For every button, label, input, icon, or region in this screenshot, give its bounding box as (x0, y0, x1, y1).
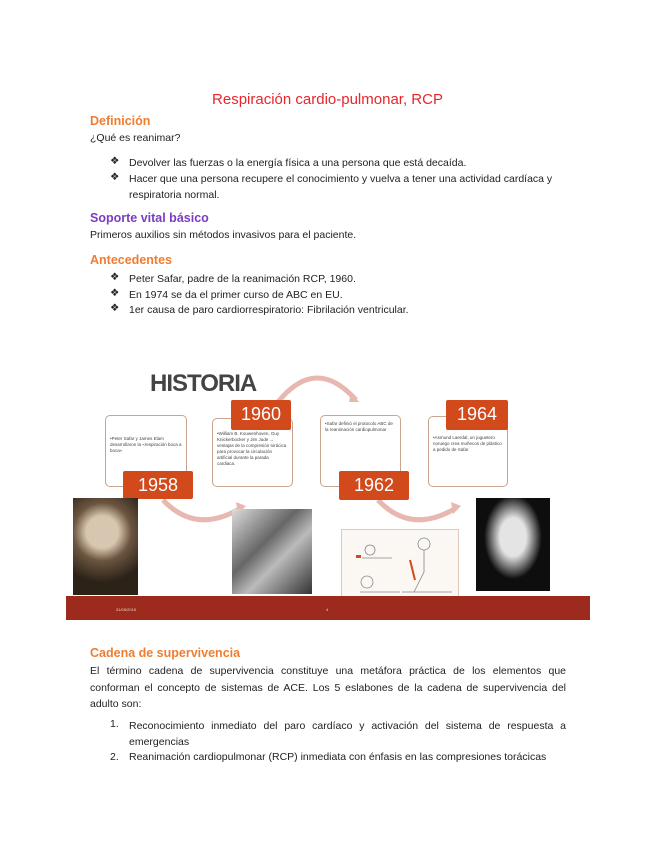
event-box-1962: •Safar definió el protocolo ABC de la reanimación cardiopulmonar (320, 415, 401, 487)
bullet-icon: ❖ (110, 302, 120, 314)
bullet-icon: ❖ (110, 155, 120, 167)
bullet-icon: ❖ (110, 287, 120, 299)
heading-definicion: Definición (90, 114, 151, 128)
resusci-anne-mask-photo (476, 498, 550, 591)
cadena-paragraph: El término cadena de supervivencia constituye una metáfora práctica de los elementos que conforman el concepto de sistemas de ACE. Los 5 eslabones de la cadena de supervivencia del adulto son: (90, 665, 566, 710)
cpr-illustration (341, 529, 459, 605)
slide-number: 4 (326, 607, 329, 612)
historic-photo (232, 509, 312, 594)
portrait-photo (73, 498, 138, 595)
year-label: 1962 (339, 471, 409, 500)
definicion-question: ¿Qué es reanimar? (90, 132, 181, 144)
year-label: 1960 (231, 400, 291, 430)
slide-date: 31/05/2015 (116, 607, 137, 612)
heading-cadena: Cadena de supervivencia (90, 646, 241, 660)
heading-soporte: Soporte vital básico (90, 211, 209, 225)
page-title: Respiración cardio-pulmonar, RCP (212, 91, 443, 108)
bullet-icon: ❖ (110, 171, 120, 183)
event-box-1958: •Peter Safar y James Elam desarrollaron la «respiración boca a boca» (105, 415, 187, 487)
document-page: Respiración cardio-pulmonar, RCP Definición ¿Qué es reanimar? ❖ Devolver las fuerzas o la energía física a una persona que está decaída. ❖ Hacer que una persona recupere el conocimiento y vuelva a tener una actividad cardíaca y respiratoria normal. Soporte vital básico Primeros auxilios sin métodos invasivos para el paciente. Antecedentes ❖ Peter Safar, padre de la reanimación RCP, 1960. ❖ En 1974 se da el primer curso de ABC en EU. ❖ 1er causa de paro cardiorrespiratorio: Fibrilación ventricular. HISTORIA •Peter Safar y James Elam desarrollaron la «respiración boca a boca» •William B. Kouwenhoven, Guy Knickerbocker y Jim Jude → ventajas de la compresión torácica para provocar la circulación artificial durante la parada cardiaca. •Safar definió el protocolo ABC de la reanimación cardiopulmonar •Asmund Laerdal, un juguetero noruego crea muñecos de plástico a pedido de Safar 1958 1960 1962 1964 31/05/2015 4 Cadena de supervivencia El término cadena de supervivencia constituye una metáfora práctica de los elementos que conforman el concepto de sistemas de ACE. Los 5 eslabones de la cadena de supervivencia del adulto son: 1. Reconocimiento inmediato del paro cardíaco y activación del sistema de respuesta a emergencias 2. Reanimación cardiopulmonar (RCP) inmediata con énfasis en las compresiones torácicas (0, 0, 655, 848)
slide-footer (66, 596, 590, 620)
soporte-text: Primeros auxilios sin métodos invasivos para el paciente. (90, 229, 357, 241)
heading-antecedentes: Antecedentes (90, 253, 172, 267)
event-box-1960: •William B. Kouwenhoven, Guy Knickerbocker y Jim Jude → ventajas de la compresión torácica para provocar la circulación artificial durante la parada cardiaca. (212, 418, 293, 487)
event-box-1964: •Asmund Laerdal, un juguetero noruego crea muñecos de plástico a pedido de Safar (428, 416, 508, 487)
slide-title: HISTORIA (150, 370, 257, 397)
year-label: 1964 (446, 400, 508, 430)
historia-slide-image (66, 360, 590, 620)
bullet-icon: ❖ (110, 271, 120, 283)
year-label: 1958 (123, 471, 193, 499)
